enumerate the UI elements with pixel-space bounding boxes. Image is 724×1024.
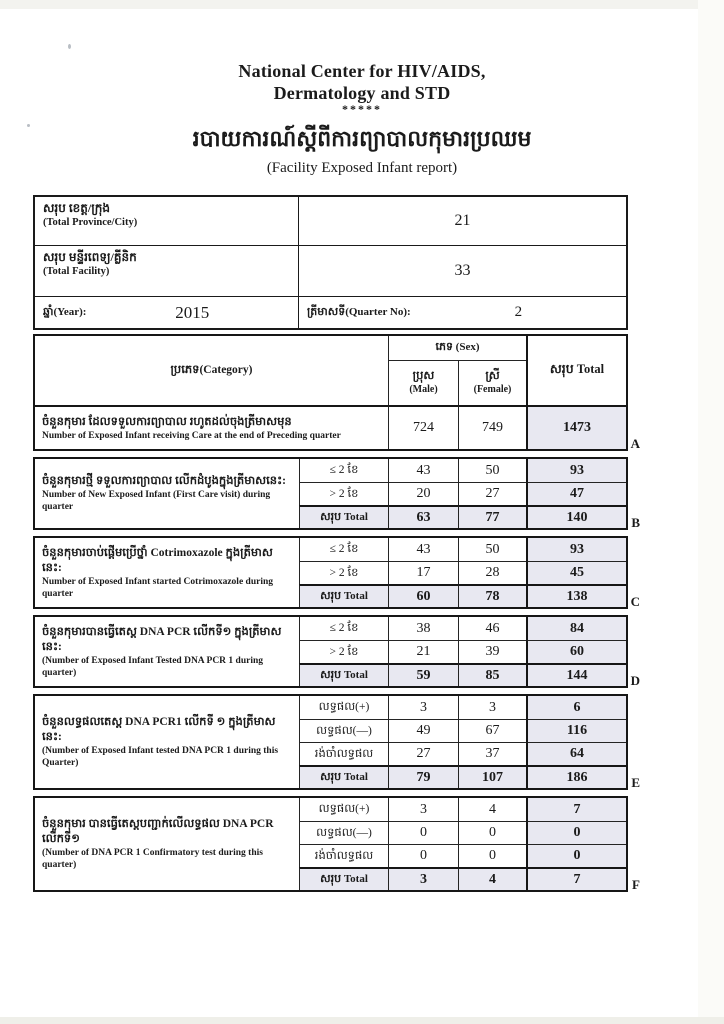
rowlabel-d-total: សរុប Total: [299, 663, 388, 686]
category-cell-a: [35, 405, 388, 449]
report-subtitle-english: (Facility Exposed Infant report): [266, 160, 458, 176]
category-cell-f: [35, 798, 299, 890]
value-a-female: 749: [458, 405, 526, 449]
rowlabel-b-gt2: > 2 ខែ: [299, 482, 388, 505]
value-a-male: 724: [388, 405, 458, 449]
table-section-c: [33, 536, 640, 609]
section-marker-f: F: [632, 877, 640, 892]
value-a-total: 1473: [526, 405, 626, 449]
facility-label-cell: [35, 246, 299, 296]
section-marker-b: B: [631, 515, 640, 530]
report-table: [33, 334, 640, 898]
category-cell-c: [35, 538, 299, 607]
section-marker-c: C: [630, 594, 640, 609]
value-f2-female: 0: [458, 844, 526, 867]
value-e3-female: 107: [458, 765, 526, 788]
value-f0-total: 7: [526, 798, 626, 821]
value-f3-total: 7: [526, 867, 626, 890]
male-header-khmer: ប្រុស: [412, 370, 435, 382]
facility-label-khmer: សរុប មន្ទីរពេទ្យ/គ្លីនិក: [43, 250, 137, 264]
rowlabel-e-positive: លទ្ធផល(+): [299, 696, 388, 719]
quarter-value: 2: [514, 304, 523, 320]
section-marker-d: D: [630, 673, 640, 688]
rowlabel-e-total: សរុប Total: [299, 765, 388, 788]
value-c2-male: 60: [388, 584, 458, 607]
section-marker-a: A: [630, 436, 640, 451]
report-header: [0, 60, 724, 177]
value-f0-male: 3: [388, 798, 458, 821]
value-f3-female: 4: [458, 867, 526, 890]
female-column-header: [458, 360, 526, 405]
category-c-khmer: ចំនួនកុមារចាប់ផ្តើមប្រើថ្នាំ Cotrimoxazole ក្នុងត្រីមាសនេះ:: [42, 546, 273, 574]
province-label-khmer: សរុប ខេត្ត/ក្រុង: [43, 201, 111, 215]
rowlabel-f-total: សរុប Total: [299, 867, 388, 890]
value-c1-female: 28: [458, 561, 526, 584]
summary-table: [33, 195, 628, 330]
category-a-khmer: ចំនួនកុមារ ដែលទទួលការព្យាបាល រហូតដល់ចុងត្រីមាសមុន: [42, 415, 292, 428]
category-c-english: Number of Exposed Infant started Cotrimoxazole during quarter: [42, 576, 273, 599]
category-b-khmer: ចំនួនកុមារថ្មី ទទួលការព្យាបាល លើកដំបូងក្នុងត្រីមាសនេះ:: [42, 475, 286, 487]
rowlabel-b-le2: ≤ 2 ខែ: [299, 459, 388, 482]
summary-row-facility: [35, 245, 626, 296]
table-section-f: [33, 796, 640, 892]
rowlabel-c-total: សរុប Total: [299, 584, 388, 607]
value-f1-male: 0: [388, 821, 458, 844]
scan-speck: [68, 44, 71, 49]
value-e2-total: 64: [526, 742, 626, 765]
rowlabel-f-waiting: រង់ចាំលទ្ធផល: [299, 844, 388, 867]
rowlabel-d-le2: ≤ 2 ខែ: [299, 617, 388, 640]
rowlabel-f-positive: លទ្ធផល(+): [299, 798, 388, 821]
rowlabel-b-total: សរុប Total: [299, 505, 388, 528]
category-e-english: (Number of Exposed Infant tested DNA PCR 1 during this Quarter): [42, 746, 279, 768]
org-name-line1: National Center for HIV/AIDS,: [238, 61, 486, 81]
value-e3-male: 79: [388, 765, 458, 788]
value-e0-total: 6: [526, 696, 626, 719]
value-f3-male: 3: [388, 867, 458, 890]
scan-artifact-bottom-band: [0, 1017, 724, 1024]
quarter-label: ត្រីមាសទី(Quarter No):: [307, 305, 411, 318]
rowlabel-d-gt2: > 2 ខែ: [299, 640, 388, 663]
facility-total-value: 33: [454, 262, 471, 279]
sex-column-header: ភេទ (Sex): [388, 336, 526, 360]
value-e1-male: 49: [388, 719, 458, 742]
province-total-value: 21: [454, 212, 471, 229]
rowlabel-c-le2: ≤ 2 ខែ: [299, 538, 388, 561]
facility-label-english: (Total Facility): [43, 266, 110, 277]
value-d0-total: 84: [526, 617, 626, 640]
value-b0-total: 93: [526, 459, 626, 482]
rowlabel-e-negative: លទ្ធផល(—): [299, 719, 388, 742]
value-b0-female: 50: [458, 459, 526, 482]
summary-row-year-quarter: [35, 296, 626, 328]
category-e-khmer: ចំនួនលទ្ធផលតេស្ត DNA PCR1 លើកទី ១ ក្នុងត្រីមាសនេះ:: [42, 716, 276, 743]
value-c0-male: 43: [388, 538, 458, 561]
value-b2-male: 63: [388, 505, 458, 528]
rowlabel-c-gt2: > 2 ខែ: [299, 561, 388, 584]
value-e0-female: 3: [458, 696, 526, 719]
value-d2-female: 85: [458, 663, 526, 686]
category-d-english: (Number of Exposed Infant Tested DNA PCR 1 during quarter): [42, 655, 263, 678]
table-section-a: [33, 334, 640, 451]
value-b2-total: 140: [526, 505, 626, 528]
value-d0-female: 46: [458, 617, 526, 640]
value-c1-male: 17: [388, 561, 458, 584]
value-b1-total: 47: [526, 482, 626, 505]
value-d0-male: 38: [388, 617, 458, 640]
org-name-line2: Dermatology and STD: [273, 83, 451, 103]
value-c2-total: 138: [526, 584, 626, 607]
value-c0-female: 50: [458, 538, 526, 561]
category-cell-d: [35, 617, 299, 686]
table-section-b: [33, 457, 640, 530]
value-f1-female: 0: [458, 821, 526, 844]
value-f1-total: 0: [526, 821, 626, 844]
value-d1-total: 60: [526, 640, 626, 663]
rowlabel-e-waiting: រង់ចាំលទ្ធផល: [299, 742, 388, 765]
category-d-khmer: ចំនួនកុមារបានធ្វើតេស្ត DNA PCR លើកទី១ ក្នុងត្រីមាសនេះ:: [42, 625, 282, 653]
year-cell: [35, 297, 299, 328]
value-e0-male: 3: [388, 696, 458, 719]
category-f-english: (Number of DNA PCR 1 Confirmatory test during this quarter): [42, 848, 263, 870]
female-header-english: (Female): [473, 384, 512, 395]
province-label-cell: [35, 197, 299, 245]
report-title-khmer: របាយការណ៍ស្តីពីការព្យាបាលកុមារប្រឈម: [192, 126, 532, 151]
year-value: 2015: [175, 302, 210, 322]
section-marker-e: E: [631, 775, 640, 790]
category-cell-b: [35, 459, 299, 528]
value-b1-female: 27: [458, 482, 526, 505]
value-c1-total: 45: [526, 561, 626, 584]
value-e2-female: 37: [458, 742, 526, 765]
value-d1-female: 39: [458, 640, 526, 663]
rowlabel-f-negative: លទ្ធផល(—): [299, 821, 388, 844]
scan-artifact-top-band: [0, 0, 724, 9]
value-b1-male: 20: [388, 482, 458, 505]
male-header-english: (Male): [409, 384, 438, 395]
value-b2-female: 77: [458, 505, 526, 528]
category-column-header: ប្រភេទ(Category): [170, 364, 253, 376]
value-e2-male: 27: [388, 742, 458, 765]
summary-row-province: [35, 197, 626, 245]
value-d1-male: 21: [388, 640, 458, 663]
value-b0-male: 43: [388, 459, 458, 482]
category-cell-e: [35, 696, 299, 788]
quarter-cell: [299, 297, 626, 328]
table-section-d: [33, 615, 640, 688]
value-f2-total: 0: [526, 844, 626, 867]
value-c0-total: 93: [526, 538, 626, 561]
value-d2-male: 59: [388, 663, 458, 686]
male-column-header: [388, 360, 458, 405]
province-label-english: (Total Province/City): [43, 217, 138, 228]
value-c2-female: 78: [458, 584, 526, 607]
separator-stars: *****: [342, 102, 382, 116]
value-e1-female: 67: [458, 719, 526, 742]
year-label: ឆ្នាំ(Year):: [43, 305, 87, 318]
value-f0-female: 4: [458, 798, 526, 821]
total-column-header: សរុប Total: [526, 336, 626, 405]
category-f-khmer: ចំនួនកុមារ បានធ្វើតេស្តបញ្ជាក់លើលទ្ធផល DNA PCR លើកទី១: [42, 818, 274, 845]
category-a-english: Number of Exposed Infant receiving Care at the end of Preceding quarter: [42, 430, 341, 441]
table-section-e: [33, 694, 640, 790]
value-e1-total: 116: [526, 719, 626, 742]
value-f2-male: 0: [388, 844, 458, 867]
value-d2-total: 144: [526, 663, 626, 686]
category-b-english: Number of New Exposed Infant (First Care visit) during quarter: [42, 490, 271, 512]
female-header-khmer: ស្រី: [485, 370, 500, 382]
value-e3-total: 186: [526, 765, 626, 788]
